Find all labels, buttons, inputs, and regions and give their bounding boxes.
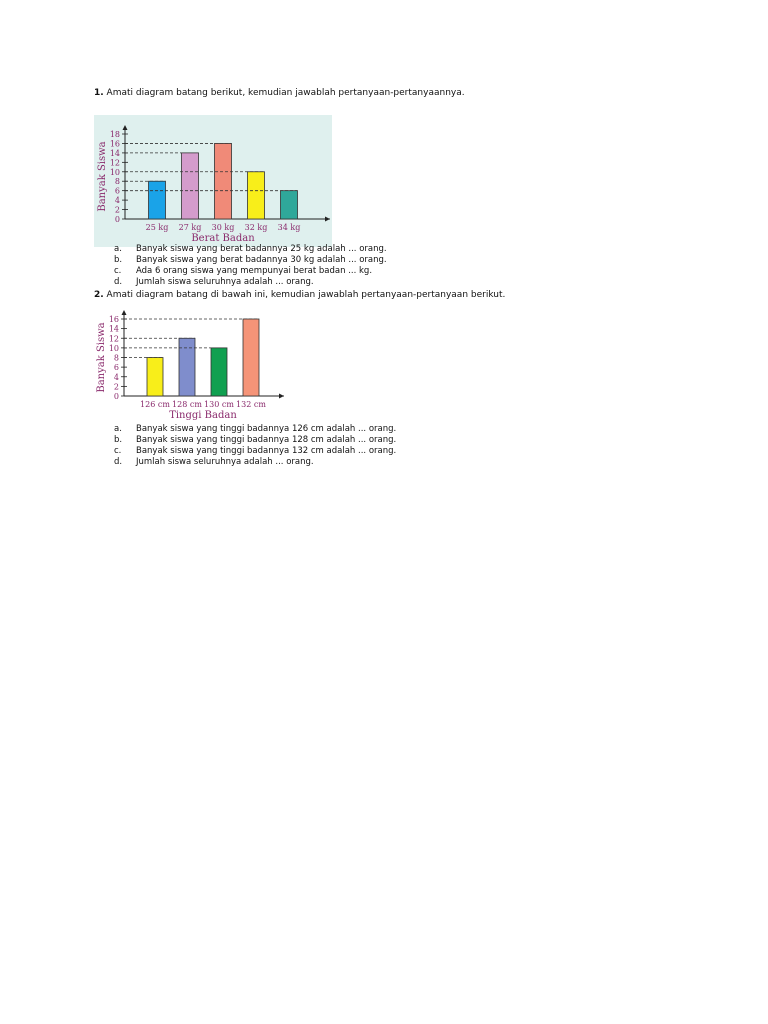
option-letter: c. xyxy=(114,446,122,456)
chart-2-svg xyxy=(94,304,294,422)
x-axis-title: Tinggi Badan xyxy=(169,410,237,421)
question-2-title xyxy=(94,290,505,301)
option-2d xyxy=(114,457,396,468)
y-tick-label: 14 xyxy=(108,324,119,334)
y-tick-label: 8 xyxy=(114,177,120,187)
bar xyxy=(248,172,265,219)
question-1-options xyxy=(114,244,387,288)
option-1a xyxy=(114,244,387,255)
x-tick-label: 30 kg xyxy=(211,223,235,232)
option-text: Banyak siswa yang berat badannya 30 kg adalah ... orang. xyxy=(136,255,387,265)
x-tick-label: 34 kg xyxy=(277,223,301,232)
option-2c xyxy=(114,446,396,457)
y-tick-label: 6 xyxy=(114,186,120,196)
question-1-text: Amati diagram batang berikut, kemudian jawablah pertanyaan-pertanyaannya. xyxy=(103,88,465,98)
x-tick-label: 130 cm xyxy=(204,400,234,409)
bar xyxy=(149,181,166,219)
bar xyxy=(215,143,232,219)
option-letter: d. xyxy=(114,277,123,287)
bar xyxy=(182,153,199,219)
option-text: Jumlah siswa seluruhnya adalah ... orang. xyxy=(136,457,314,467)
option-letter: a. xyxy=(114,244,122,254)
option-text: Banyak siswa yang tinggi badannya 132 cm adalah ... orang. xyxy=(136,446,397,456)
option-text: Banyak siswa yang tinggi badannya 128 cm adalah ... orang. xyxy=(136,435,397,445)
option-letter: a. xyxy=(114,424,122,434)
question-1-title xyxy=(94,88,465,99)
y-tick-label: 12 xyxy=(109,158,120,168)
y-axis-title: Banyak Siswa xyxy=(97,141,108,212)
option-text: Jumlah siswa seluruhnya adalah ... orang. xyxy=(136,277,314,287)
y-tick-label: 2 xyxy=(113,382,119,392)
x-axis-title: Berat Badan xyxy=(191,233,255,244)
option-letter: b. xyxy=(114,255,123,265)
option-text: Ada 6 orang siswa yang mempunyai berat badan ... kg. xyxy=(136,266,373,276)
chart-2 xyxy=(94,304,294,422)
option-text: Banyak siswa yang berat badannya 25 kg adalah ... orang. xyxy=(136,244,387,254)
question-2-text: Amati diagram batang di bawah ini, kemudian jawablah pertanyaan-pertanyaan berikut. xyxy=(103,290,506,300)
x-tick-label: 126 cm xyxy=(140,400,170,409)
y-tick-label: 0 xyxy=(114,215,120,224)
option-1d xyxy=(114,277,387,288)
option-letter: b. xyxy=(114,435,123,445)
option-text: Banyak siswa yang tinggi badannya 126 cm adalah ... orang. xyxy=(136,424,397,434)
y-tick-label: 4 xyxy=(114,196,120,206)
option-letter: c. xyxy=(114,266,122,276)
bar xyxy=(211,348,227,396)
option-2b xyxy=(114,435,396,446)
x-tick-label: 32 kg xyxy=(244,223,268,232)
y-tick-label: 12 xyxy=(108,334,119,344)
y-tick-label: 4 xyxy=(113,372,119,382)
x-tick-label: 128 cm xyxy=(172,400,202,409)
x-tick-label: 132 cm xyxy=(236,400,266,409)
option-1c xyxy=(114,266,387,277)
option-2a xyxy=(114,424,396,435)
question-1-number: 1. xyxy=(94,88,104,98)
y-tick-label: 0 xyxy=(113,392,119,401)
y-tick-label: 10 xyxy=(108,343,119,353)
y-tick-label: 14 xyxy=(109,148,120,158)
y-axis-title: Banyak Siswa xyxy=(96,322,107,393)
chart-1-svg xyxy=(94,115,332,247)
bar xyxy=(179,338,195,396)
y-tick-label: 16 xyxy=(108,315,119,324)
x-tick-label: 25 kg xyxy=(145,223,169,232)
question-2-options xyxy=(114,424,396,468)
bar xyxy=(281,191,298,219)
chart-1 xyxy=(94,115,332,247)
y-tick-label: 8 xyxy=(113,353,119,363)
question-2-number: 2. xyxy=(94,290,104,300)
option-1b xyxy=(114,255,387,266)
bar xyxy=(243,319,259,396)
y-tick-label: 16 xyxy=(109,139,120,149)
y-tick-label: 2 xyxy=(114,205,120,215)
y-axis-arrow xyxy=(122,310,127,315)
y-tick-label: 10 xyxy=(109,167,120,177)
x-axis-arrow xyxy=(279,394,284,399)
y-tick-label: 6 xyxy=(113,363,119,373)
option-letter: d. xyxy=(114,457,123,467)
bar xyxy=(147,358,163,397)
y-tick-label: 18 xyxy=(109,130,120,139)
x-tick-label: 27 kg xyxy=(178,223,202,232)
